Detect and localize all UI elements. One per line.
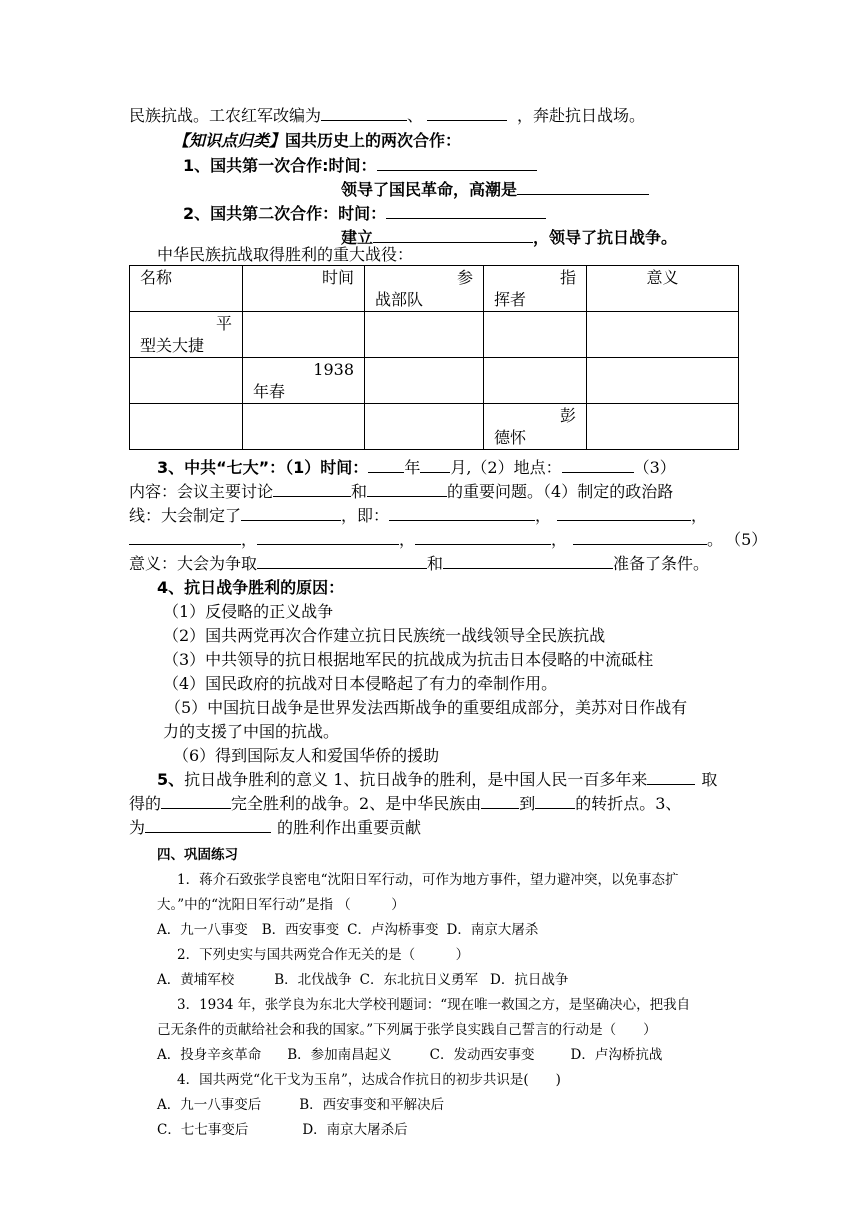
option-b[interactable]: B．参加南昌起义	[287, 1047, 392, 1063]
blank	[241, 505, 341, 521]
text: 内容：会议主要讨论	[129, 482, 274, 501]
option-c[interactable]: C．卢沟桥事变	[347, 922, 439, 938]
q4-title: 4、抗日战争胜利的原因：	[157, 578, 345, 597]
text: ，	[691, 506, 708, 525]
option-a[interactable]: A．投身辛亥革命	[157, 1047, 262, 1063]
q3-line5	[129, 553, 709, 575]
blank	[535, 793, 575, 809]
text: 得的	[129, 794, 162, 813]
list-item: （6）得到国际友人和爱国华侨的援助	[173, 746, 440, 765]
question-4: 4．国共两党“化干戈为玉帛”，达成合作抗日的初步共识是( )	[177, 1072, 561, 1088]
question-1-line2: 大。”中的“沈阳日军行动”是指 （ ）	[157, 897, 405, 913]
text: ，	[241, 530, 258, 549]
text: 3、中共“七大”：（1）时间：	[157, 458, 369, 477]
question-3-line1: 3．1934 年，张学良为东北大学校刊题词：“现在唯一救国之方，是坚确决心，把我自	[177, 997, 691, 1013]
option-c[interactable]: C．发动西安事变	[429, 1047, 535, 1063]
text: 领导了国民革命，高潮是	[341, 180, 518, 199]
q3-line3	[129, 505, 707, 527]
question-2-options	[157, 970, 568, 990]
table-cell[interactable]	[130, 358, 243, 404]
coop1-line2	[341, 179, 649, 201]
text: ，	[535, 506, 552, 525]
table-header-row	[130, 266, 739, 312]
blank	[573, 529, 707, 545]
question-3-line2: 己无条件的贡献给社会和我的国家。”下列属于张学良实践自己誓言的行动是（ ）	[157, 1022, 657, 1038]
table-cell[interactable]	[587, 404, 739, 450]
text: （3）	[633, 458, 676, 477]
q5-line2	[129, 793, 681, 815]
table-cell[interactable]	[365, 404, 484, 450]
text: 5、	[157, 770, 185, 789]
text: 国共历史上的两次合作：	[285, 131, 462, 150]
table-cell: 意义	[587, 266, 739, 312]
q5-line3	[129, 817, 421, 839]
option-b[interactable]: B．西安事变和平解决后	[299, 1097, 445, 1113]
table-cell[interactable]	[243, 404, 365, 450]
text: 的重要问题。（4）制定的政治路	[447, 482, 674, 501]
coop2-line1	[183, 203, 546, 225]
text: 民族抗战。工农红军改编为	[129, 106, 322, 125]
question-3-options	[157, 1045, 662, 1065]
question-2: 2．下列史实与国共两党合作无关的是（ ）	[177, 947, 470, 963]
question-1-options	[157, 920, 538, 940]
text: 和	[351, 482, 368, 501]
option-a[interactable]: A．黄埔军校	[157, 972, 235, 988]
option-a[interactable]: A．九一八事变后	[157, 1097, 262, 1113]
option-b[interactable]: B．西安事变	[261, 922, 340, 938]
text: 年	[404, 458, 421, 477]
table-cell[interactable]	[484, 358, 587, 404]
battles-intro: 中华民族抗战取得胜利的重大战役：	[157, 245, 414, 264]
table-cell[interactable]	[484, 312, 587, 358]
blank	[257, 553, 427, 569]
table-cell[interactable]	[365, 358, 484, 404]
text: 准备了条件。	[613, 554, 710, 573]
blank	[386, 203, 546, 219]
blank	[427, 105, 507, 121]
text: ，奔赴抗日战场。	[517, 106, 646, 125]
text: 意义：大会为争取	[129, 554, 258, 573]
q3-line1	[157, 457, 676, 479]
table-cell: 1938 年春	[243, 358, 365, 404]
q3-line2	[129, 481, 673, 503]
list-item: （2）国共两党再次合作建立抗日民族统一战线领导全民族抗战	[163, 626, 606, 645]
table-cell[interactable]	[243, 312, 365, 358]
blank	[481, 793, 519, 809]
blank	[257, 529, 399, 545]
option-a[interactable]: A．九一八事变	[157, 922, 248, 938]
option-d[interactable]: D．抗日战争	[490, 972, 569, 988]
text: 为	[129, 818, 146, 837]
table-row	[130, 358, 739, 404]
list-item: （5）中国抗日战争是世界发法西斯战争的重要组成部分，美苏对日作战有	[165, 698, 688, 717]
blank	[389, 505, 535, 521]
table-cell: 参 战部队	[365, 266, 484, 312]
text: 取	[701, 770, 718, 789]
blank	[557, 505, 691, 521]
option-c[interactable]: C．七七事变后	[157, 1122, 249, 1138]
blank	[129, 529, 241, 545]
text: 和	[427, 554, 444, 573]
blank	[145, 817, 271, 833]
option-c[interactable]: C．东北抗日义勇军	[359, 972, 479, 988]
text: ，	[399, 530, 416, 549]
table-cell: 时间	[243, 266, 365, 312]
blank	[377, 155, 537, 171]
blank	[647, 769, 695, 785]
text: 1、国共第一次合作:时间：	[183, 156, 377, 175]
table-cell: 平 型关大捷	[130, 312, 243, 358]
question-4-options-row1	[157, 1095, 444, 1115]
blank	[368, 457, 404, 473]
battle-table	[129, 265, 739, 450]
coop1-line1	[183, 155, 537, 177]
list-item: （1）反侵略的正义战争	[163, 602, 334, 621]
table-cell: 名称	[130, 266, 243, 312]
table-row	[130, 312, 739, 358]
q5-line1	[157, 769, 717, 791]
text: 、	[407, 106, 424, 125]
practice-heading: 四、巩固练习	[157, 847, 238, 863]
text: 。	[707, 530, 724, 549]
line-top	[129, 105, 645, 127]
text: 到	[519, 794, 536, 813]
blank	[367, 481, 447, 497]
option-b[interactable]: B．北伐战争	[274, 972, 352, 988]
blank	[517, 179, 649, 195]
classify-heading	[173, 130, 461, 152]
table-cell[interactable]	[130, 404, 243, 450]
blank	[420, 457, 450, 473]
table-cell: 彭 德怀	[484, 404, 587, 450]
text: 的胜利作出重要贡献	[277, 818, 422, 837]
blank	[273, 481, 351, 497]
text: 的转折点。3、	[575, 794, 682, 813]
blank	[562, 457, 634, 473]
blank	[373, 227, 533, 243]
q3-line4	[129, 529, 767, 551]
blank	[415, 529, 551, 545]
text: 建立	[341, 228, 374, 247]
text: 抗日战争胜利的意义 1、抗日战争的胜利，是中国人民一百多年来	[184, 770, 648, 789]
option-d[interactable]: D．南京大屠杀	[446, 922, 539, 938]
question-1-line1: 1．蒋介石致张学良密电“沈阳日军行动，可作为地方事件，望力避冲突，以免事态扩	[177, 872, 679, 888]
text: ，	[551, 530, 568, 549]
option-d[interactable]: D．南京大屠杀后	[302, 1122, 408, 1138]
blank	[321, 105, 407, 121]
text: 完全胜利的战争。2、是中华民族由	[231, 794, 482, 813]
list-item: （3）中共领导的抗日根据地军民的抗战成为抗击日本侵略的中流砥柱	[163, 650, 654, 669]
text: 线：大会制定了	[129, 506, 242, 525]
text: 【知识点归类】	[173, 131, 286, 150]
question-4-options-row2	[157, 1120, 408, 1140]
text: ，即：	[341, 506, 390, 525]
text: 月,（2）地点：	[450, 458, 562, 477]
list-item: 力的支援了中国的抗战。	[163, 722, 340, 741]
blank	[443, 553, 613, 569]
blank	[161, 793, 231, 809]
text: 2、国共第二次合作：时间：	[183, 204, 387, 223]
option-d[interactable]: D．卢沟桥抗战	[570, 1047, 663, 1063]
text: ，领导了抗日战争。	[533, 228, 678, 247]
text: （5）	[733, 530, 768, 549]
table-cell[interactable]	[587, 312, 739, 358]
table-cell[interactable]	[365, 312, 484, 358]
table-row	[130, 404, 739, 450]
table-cell[interactable]	[587, 358, 739, 404]
table-cell: 指 挥者	[484, 266, 587, 312]
list-item: （4）国民政府的抗战对日本侵略起了有力的牵制作用。	[163, 674, 558, 693]
